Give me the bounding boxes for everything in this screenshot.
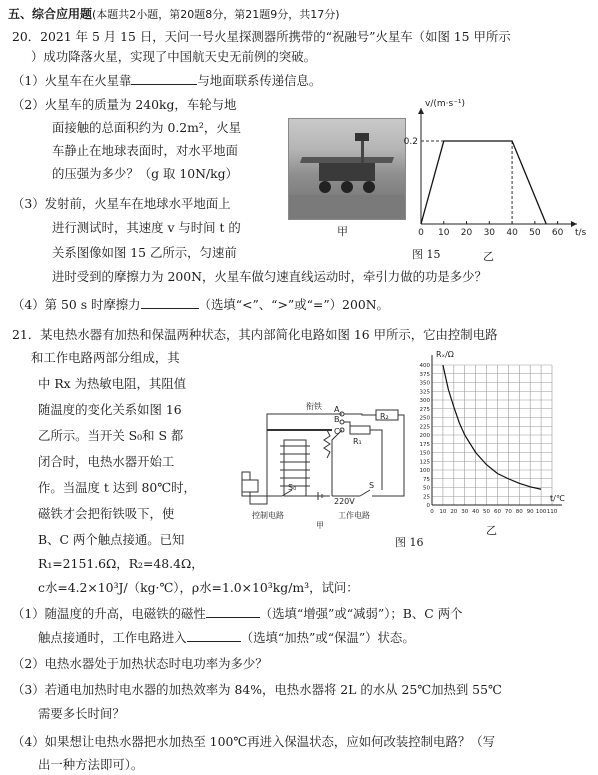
q21-sub3-line-2: 需要多长时间？: [38, 706, 125, 721]
circuit-diagram: [232, 400, 412, 530]
y-tick-label: 175: [419, 441, 430, 448]
section-header: [8, 6, 340, 23]
label-a: A: [334, 405, 340, 414]
answer-blank[interactable]: [206, 605, 260, 618]
label-b: B: [334, 415, 340, 424]
fig16-caption: 图 16: [395, 536, 424, 549]
section-note: (本题共2小题，第20题8分，第21题9分，共17分): [92, 8, 340, 21]
y-tick-label: 225: [419, 424, 430, 431]
label-220v: 220V: [334, 497, 355, 506]
rover-photo: [288, 118, 406, 220]
q20-part3-line-3: 关系图像如图 15 乙所示，匀速前: [52, 245, 237, 260]
q20-part4-text: （4）第 50 s 时摩擦力: [12, 297, 141, 312]
section-title: 五、综合应用题: [8, 7, 93, 21]
resistance-temperature-graph: [410, 345, 578, 525]
armature-frame: [267, 414, 342, 496]
x-tick-label: 70: [504, 509, 512, 515]
q20-part2-line-4: 的压强为多少？（g 取 10N/kg）: [52, 166, 238, 181]
x-tick-label: 110: [546, 509, 558, 515]
y-axis-label: Rₓ/Ω: [436, 350, 454, 359]
q21-stem-line-6: 闭合时，电热水器开始工: [38, 454, 175, 469]
circuit-caption: 甲: [316, 521, 324, 530]
q20-stem-line-2: ）成功降落火星，实现了中国航天史无前例的突破。: [31, 49, 316, 64]
x-tick-label: 30: [483, 228, 496, 238]
x-tick-label: 30: [461, 509, 469, 515]
q21-stem-line-2: 和工作电路两部分组成，其: [31, 350, 180, 365]
velocity-line: [421, 141, 546, 224]
fig15-caption: 图 15: [412, 248, 441, 261]
velocity-time-graph: [403, 96, 591, 256]
x-axis-label: t/s: [575, 228, 587, 238]
x-tick-label: 90: [526, 509, 534, 515]
q20-part3-line-1: （3）发射前，火星车在地球水平地面上: [12, 196, 231, 211]
x-tick-label: 60: [493, 509, 501, 515]
label-r1: R₁: [353, 437, 362, 446]
q20-part1: [12, 72, 321, 89]
label-s0: S₀: [288, 483, 297, 492]
y-tick-label: 125: [419, 459, 430, 466]
spring: [324, 430, 330, 458]
q20-part3-line-2: 进行测试时，其速度 v 与时间 t 的: [52, 220, 241, 235]
photo-caption: 甲: [337, 225, 348, 238]
resistor-r1: [350, 426, 370, 434]
graph16-caption: 乙: [486, 524, 497, 537]
x-arrow: [571, 221, 577, 227]
q21-stem-line-7: 作。当温度 t 达到 80℃时，: [38, 480, 196, 495]
q21-sub1-text-end: （选填“增强”或“减弱”）；B、C 两个: [259, 606, 463, 621]
y-tick-label: 400: [419, 363, 430, 369]
label-s: S: [369, 481, 375, 490]
rx-lead: [250, 492, 267, 504]
label-control: 控制电路: [252, 511, 284, 520]
x-tick-label: 0: [418, 228, 424, 238]
x-tick-label: 0: [430, 509, 434, 515]
y-tick-label: 150: [419, 450, 430, 457]
x-tick-label: 40: [506, 228, 518, 238]
q21-sub2: （2）电热水器处于加热状态时电功率为多少？: [12, 656, 268, 671]
label-armature: 衔铁: [306, 402, 322, 411]
y-arrow: [418, 108, 424, 114]
q20-stem-line-1: 20．2021 年 5 月 15 日，天问一号火星探测器所携带的“祝融号”火星车（如图 15 甲所示: [12, 29, 511, 44]
q20-part4: [12, 296, 389, 313]
x-tick-label: 10: [438, 228, 450, 238]
y-axis-label: v/(m·s⁻¹): [425, 99, 466, 109]
y-tick-label: 50: [423, 485, 430, 492]
q21-sub1-line-2: [38, 629, 415, 646]
y-tick-label: 0.2: [403, 137, 418, 148]
q21-sub1-text-2: 触点接通时，工作电路进入: [38, 630, 187, 645]
x-tick-label: 60: [551, 228, 564, 238]
x-tick-label: 40: [472, 509, 480, 515]
answer-blank[interactable]: [131, 72, 197, 85]
x-tick-label: 20: [450, 509, 458, 515]
q20-part1-text: （1）火星车在火星靠: [12, 73, 132, 88]
q21-sub1-text: （1）随温度的升高，电磁铁的磁性: [12, 606, 206, 621]
q21-stem-line-9: B、C 两个触点接通。已知: [38, 532, 185, 547]
x-tick-label: 100: [535, 509, 547, 515]
x-tick-label: 50: [529, 228, 541, 238]
y-tick-label: 100: [419, 468, 430, 474]
label-r2: R₂: [380, 412, 389, 421]
q21-stem-line-4: 随温度的变化关系如图 16: [38, 402, 182, 417]
switch-s: [360, 490, 370, 496]
thermistor-rx: [242, 480, 258, 492]
y-tick-label: 300: [419, 398, 430, 404]
resistance-curve: [443, 365, 541, 489]
graph16-plot: [420, 350, 565, 515]
graph15-caption: 乙: [483, 250, 494, 263]
x-tick-label: 10: [439, 509, 447, 515]
q21-stem-line-1: 21．某电热水器有加热和保温两种状态，其内部简化电路如图 16 甲所示，它由控制电路: [12, 327, 498, 342]
q20-part3-line-4: 进时受到的摩擦力为 200N，火星车做匀速直线运动时，牵引力做的功是多少？: [52, 269, 487, 284]
y-tick-label: 275: [419, 406, 430, 413]
y-tick-label: 250: [419, 415, 430, 422]
contact-b: [340, 420, 344, 424]
q21-stem-line-5: 乙所示。当开关 S₀和 S 都: [38, 428, 184, 443]
answer-blank[interactable]: [187, 629, 241, 642]
y-tick-label: 325: [419, 389, 430, 396]
q21-sub4-line-2: 出一种方法即可）。: [38, 757, 144, 772]
y-tick-label: 200: [419, 433, 430, 439]
q21-stem-line-10: R₁=2151.6Ω，R₂=48.4Ω，: [38, 556, 204, 571]
y-tick-label: 0: [426, 503, 430, 509]
y-tick-label: 375: [419, 371, 430, 378]
y-tick-label: 75: [423, 476, 430, 483]
q20-part2-line-2: 面接触的总面积约为 0.2m²，火星: [52, 120, 242, 135]
q21-sub4-line-1: （4）如果想让电热水器把水加热至 100℃再进入保温状态，应如何改装控制电路？（写: [12, 734, 496, 749]
q20-part2-line-3: 车静止在地球表面时，对水平地面: [52, 143, 238, 158]
label-c: C: [334, 427, 340, 436]
x-tick-label: 50: [483, 509, 491, 515]
q20-part4-text-end: （选填“<”、“>”或“=”）200N。: [198, 297, 389, 312]
q21-stem-line-11: c水=4.2×10³J/（kg·℃），ρ水=1.0×10³kg/m³，试问：: [38, 580, 359, 595]
label-work: 工作电路: [338, 511, 370, 520]
x-axis-label: t/℃: [550, 494, 565, 503]
q21-sub1-text-2-end: （选填“加热”或“保温”）状态。: [240, 630, 415, 645]
answer-blank[interactable]: [141, 296, 199, 309]
q21-stem-line-8: 磁铁才会把衔铁吸下，使: [38, 506, 175, 521]
q21-sub3-line-1: （3）若通电加热时电水器的加热效率为 84%，电热水器将 2L 的水从 25℃加热到 55℃: [12, 682, 502, 697]
q20-part2-line-1: （2）火星车的质量为 240kg，车轮与地: [12, 97, 237, 112]
q21-stem-line-3: 中 Rx 为热敏电阻，其阻值: [38, 376, 187, 391]
q21-sub1-line-1: [12, 605, 463, 622]
y-tick-label: 25: [423, 494, 430, 501]
x-tick-label: 80: [515, 509, 523, 515]
y-tick-label: 350: [419, 380, 430, 387]
q20-part1-text-end: 与地面联系传递信息。: [197, 73, 322, 88]
x-tick-label: 20: [460, 228, 473, 238]
graph15-plot: [404, 99, 587, 238]
